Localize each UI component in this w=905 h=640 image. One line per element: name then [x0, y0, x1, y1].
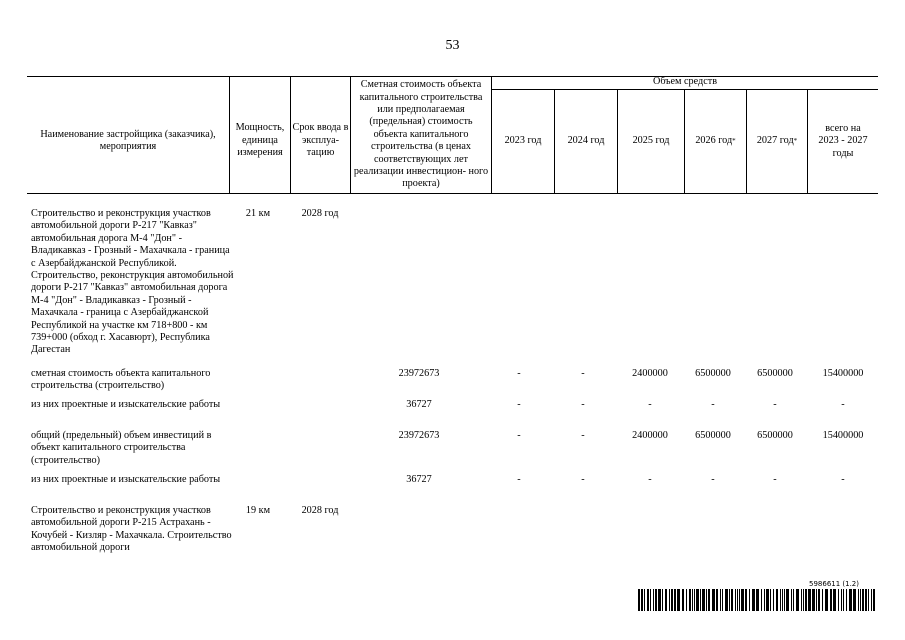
cell-2026: - [711, 399, 715, 410]
row-label: из них проектные и изыскательские работы [31, 474, 221, 485]
cell-total: 15400000 [822, 430, 864, 441]
cell-2023: - [517, 368, 521, 379]
project2-capacity: 19 км [245, 505, 271, 516]
header-estimated-cost: Сметная стоимость объекта капитального строительства или предполагаемая (предельная) стоимость объекта капитального строительства (в ценах соответствующих лет реализации инвестицион- ного проекта) [353, 79, 489, 190]
cell-2023: - [517, 474, 521, 485]
table-header [27, 76, 878, 194]
row-cost: 36727 [406, 474, 432, 485]
project2-title: Строительство и реконструкция участков автомобильной дороги Р-215 Астрахань - Кочубей - Кизляр - Махачкала. Строительство автомобильной дороги [31, 505, 232, 554]
row-cost: 23972673 [398, 368, 440, 379]
row-label: из них проектные и изыскательские работы [31, 399, 221, 410]
document-barcode [636, 580, 879, 612]
header-year-2026: 2026 год * [695, 135, 736, 147]
col-divider [290, 76, 291, 194]
cell-2025: - [648, 474, 652, 485]
cell-2024: - [581, 368, 585, 379]
cell-total: - [841, 399, 845, 410]
header-capacity: Мощность, единица измерения [235, 122, 285, 159]
page-number: 53 [445, 38, 460, 53]
header-year-2025: 2025 год [632, 135, 670, 147]
cell-2027: 6500000 [757, 430, 793, 441]
cell-2027: 6500000 [757, 368, 793, 379]
header-funding-group: Объем средств [652, 76, 718, 88]
cell-2025: - [648, 399, 652, 410]
barcode-text: 5986611 (1.2) [809, 580, 859, 588]
cell-2025: 2400000 [632, 368, 668, 379]
cell-total: - [841, 474, 845, 485]
header-name: Наименование застройщика (заказчика), мероприятия [40, 128, 216, 152]
cell-2024: - [581, 430, 585, 441]
header-year-2027: 2027 год * [756, 135, 798, 147]
header-year-2023: 2023 год [504, 135, 542, 147]
row-label: общий (предельный) объем инвестиций в объект капитального строительства (строительство) [31, 430, 212, 466]
cell-2026: 6500000 [695, 368, 731, 379]
barcode-icon [636, 589, 879, 611]
header-total: всего на 2023 - 2027 годы [818, 122, 868, 159]
project1-title: Строительство и реконструкция участков автомобильной дороги Р-217 "Кавказ" автомобильная дорога М-4 "Дон" - Владикавказ - Грозный - Махачкала - граница с Азербайджанской Республикой. Строительство, реконструкция автомобильной дороги Р-217 "Кавказ" автомобильная дорога М-4 "Дон" - Владикавказ - Грозный - Махачкала - граница с Азербайджанской Республикой на участке км 718+800 - км 739+000 (обход г. Хасавюрт), Республика Дагестан [31, 208, 234, 356]
cell-total: 15400000 [822, 368, 864, 379]
cell-2024: - [581, 474, 585, 485]
header-bottom-border [27, 193, 878, 194]
cell-2023: - [517, 399, 521, 410]
header-deadline: Срок ввода в эксплуа- тацию [292, 122, 349, 159]
cell-2024: - [581, 399, 585, 410]
cell-2023: - [517, 430, 521, 441]
row-cost: 36727 [406, 399, 432, 410]
cell-2026: 6500000 [695, 430, 731, 441]
col-divider [350, 76, 351, 194]
row-label: сметная стоимость объекта капитального строительства (строительство) [31, 368, 211, 392]
project1-deadline: 2028 год [301, 208, 339, 219]
cell-2027: - [773, 474, 777, 485]
col-divider [229, 76, 230, 194]
project1-capacity: 21 км [245, 208, 271, 219]
cell-2027: - [773, 399, 777, 410]
header-year-2024: 2024 год [567, 135, 605, 147]
cell-2025: 2400000 [632, 430, 668, 441]
cell-2026: - [711, 474, 715, 485]
row-cost: 23972673 [398, 430, 440, 441]
project2-deadline: 2028 год [301, 505, 339, 516]
